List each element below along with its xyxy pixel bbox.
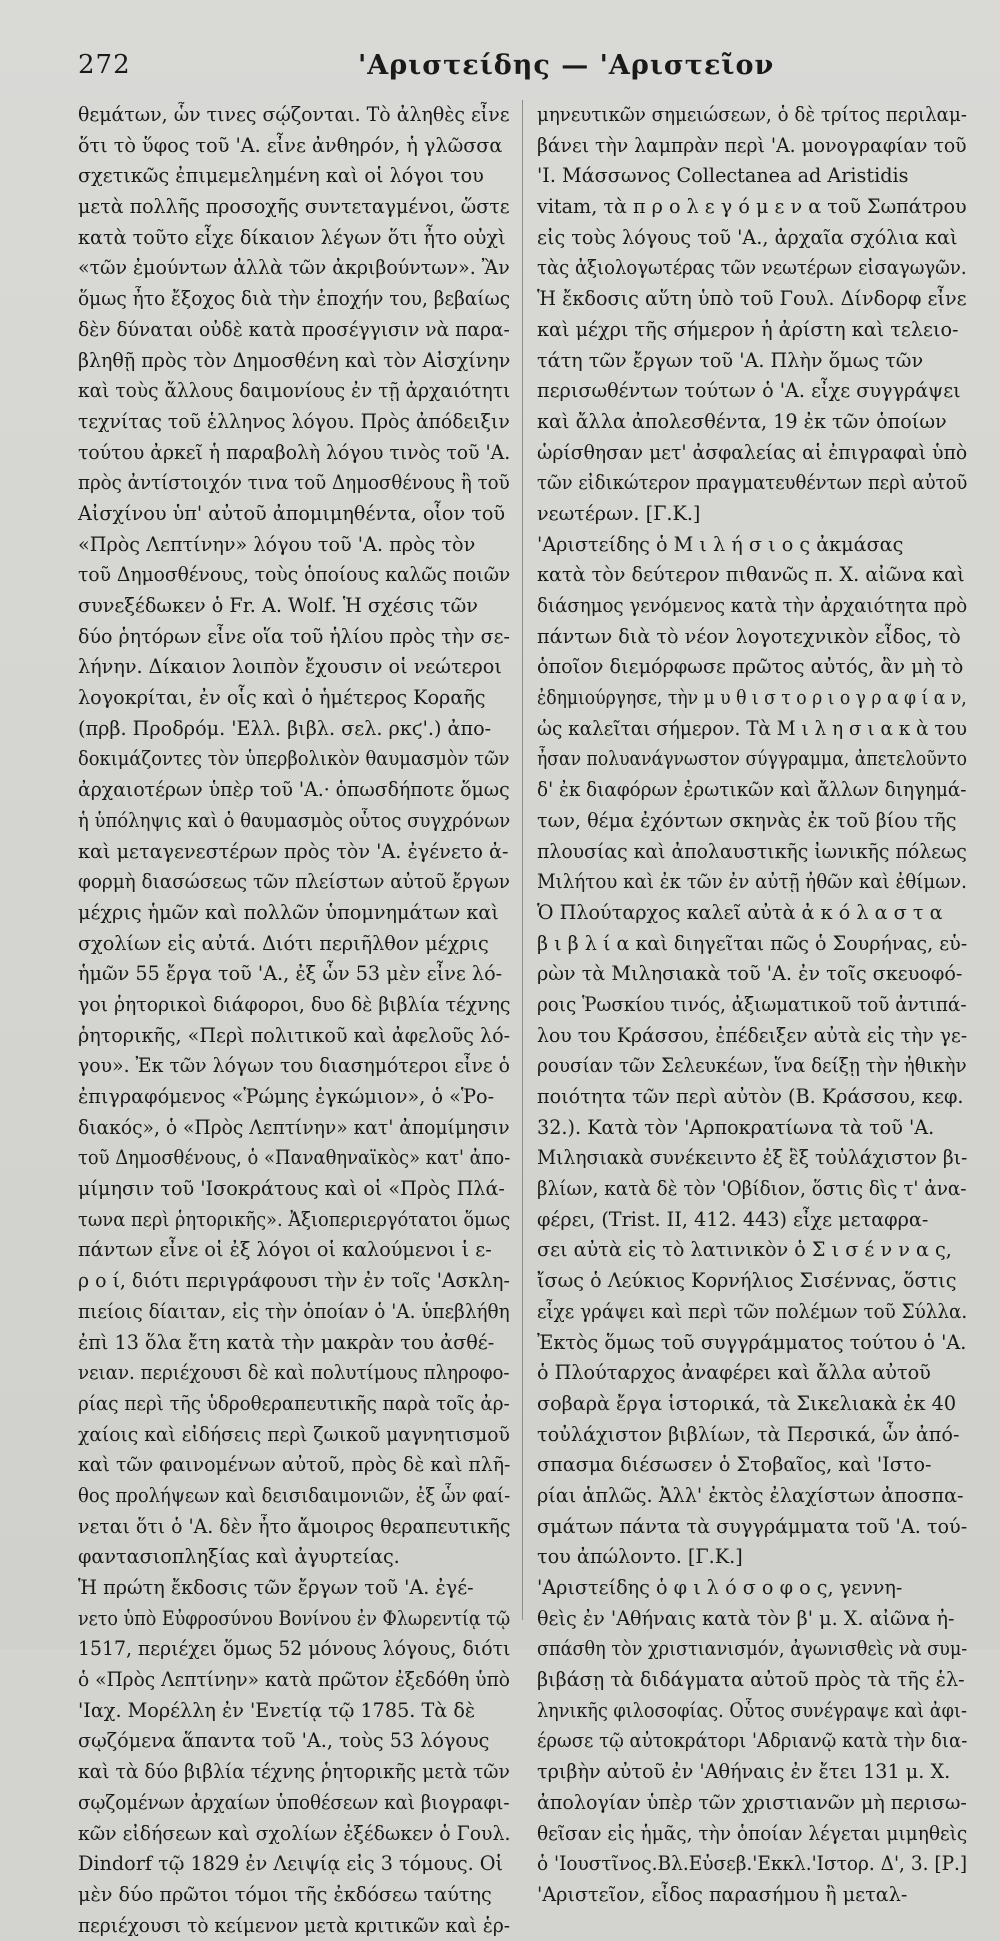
- text-line: ρίαι ἁπλῶς. Ἀλλ' ἐκτὸς ἐλαχίστων ἀποσπα-: [537, 1483, 964, 1507]
- text-line: καὶ μέχρι τῆς σήμερον ἡ ἀρίστη καὶ τελειο-: [537, 317, 959, 341]
- text-line: πάντων εἶνε οἱ ἐξ λόγοι οἱ καλούμενοι ἱ ε-: [78, 1238, 492, 1262]
- text-line: ἦσαν πολυανάγνωστον σύγγραμμα, ἀπετελοῦντο: [537, 747, 967, 771]
- text-line: ἀρχαιοτέρων ὑπὲρ τοῦ 'Α.· ὁπωσδήποτε ὅμως: [78, 778, 510, 802]
- text-line: vitam, τὰ π ρ ο λ ε γ ό μ ε ν α τοῦ Σωπάτρου: [537, 195, 967, 219]
- text-line: 'Αριστείδης ὁ φ ι λ ό σ ο φ ο ς, γεννη-: [537, 1576, 903, 1599]
- text-line: 'Αριστείδης ὁ Μ ι λ ή σ ι ο ς ἀκμάσας: [537, 532, 904, 556]
- text-line: μετὰ πολλῆς προσοχῆς συντεταγμένοι, ὥστε: [78, 195, 510, 219]
- text-line: νεωτέρων. [Γ.Κ.]: [537, 501, 701, 525]
- text-line: τούτου ἀρκεῖ ἡ παραβολὴ λόγου τινὸς τοῦ 'Α.: [78, 440, 511, 464]
- text-line: σῳζόμενα ἅπαντα τοῦ 'Α., τοὺς 53 λόγους: [78, 1729, 490, 1753]
- text-line: Μιλησιακὰ συνέκειντο ἐξ ἓξ τοὐλάχιστον βι-: [537, 1146, 968, 1170]
- text-line: θεῖσαν εἰς ἡμᾶς, τὴν ὁποίαν λέγεται μιμηθεὶς: [537, 1821, 968, 1845]
- text-line: βάνει τὴν λαμπρὰν περὶ 'Α. μονογραφίαν τοῦ: [537, 133, 967, 157]
- text-line: φέρει, (Trist. II, 412. 443) εἶχε μεταφρα-: [537, 1207, 929, 1231]
- text-line: σμάτων πάντα τὰ συγγράμματα τοῦ 'Α. τού-: [537, 1514, 968, 1538]
- text-line: πλουσίας καὶ ἀπολαυστικῆς ἰωνικῆς πόλεως: [537, 839, 967, 863]
- text-line: μηνευτικῶν σημειώσεων, ὁ δὲ τρίτος περιλαμ-: [537, 103, 967, 126]
- text-line: νετο ὑπὸ Εὐφροσύνου Βονίνου ἐν Φλωρεντίᾳ τῷ: [78, 1606, 511, 1630]
- text-line: ὁ Πλούταρχος ἀναφέρει καὶ ἄλλα αὐτοῦ: [537, 1361, 931, 1385]
- right-column: [537, 100, 967, 1911]
- text-line: (πρβ. Προδρόμ. 'Ελλ. βιβλ. σελ. ρκϛ'.) ἀπο-: [78, 716, 492, 740]
- text-line: ὁ «Πρὸς Λεπτίνην» κατὰ πρῶτον ἐξεδόθη ὑπὸ: [78, 1668, 510, 1692]
- left-column: [78, 100, 510, 1941]
- text-line: θεμάτων, ὧν τινες σῴζονται. Τὸ ἀληθὲς εἶνε: [78, 103, 510, 126]
- text-line: 1517, περιέχει ὅμως 52 μόνους λόγους, διότι: [78, 1637, 511, 1661]
- text-line: ρὼν τὰ Μιλησιακὰ τοῦ 'Α. ἐν τοῖς σκευοφό-: [537, 962, 963, 986]
- text-line: ὅμως ἦτο ἔξοχος διὰ τὴν ἐποχήν του, βεβαίως: [78, 287, 511, 311]
- text-line: καὶ τῶν φαινομένων αὐτοῦ, πρὸς δὲ καὶ πλῆ-: [78, 1453, 511, 1477]
- text-line: Ἐκτὸς ὅμως τοῦ συγγράμματος τούτου ὁ 'Α.: [537, 1330, 967, 1354]
- text-line: κατὰ τοῦτο εἶχε δίκαιον λέγων ὅτι ἦτο οὐχὶ: [78, 225, 506, 249]
- text-line: ἡμῶν 55 ἔργα τοῦ 'Α., ἐξ ὧν 53 μὲν εἶνε λό-: [78, 962, 503, 986]
- running-head: 'Αριστείδης — 'Αριστεῖον: [358, 50, 775, 81]
- text-line: ἐπιγραφόμενος «Ῥώμης ἐγκώμιον», ὁ «Ῥο-: [78, 1085, 495, 1108]
- text-line: έρωσε τῷ αὐτοκράτορι 'Αδριανῷ κατὰ τὴν δια-: [537, 1729, 968, 1753]
- text-line: θεὶς ἐν 'Αθήναις κατὰ τὸν β' μ. Χ. αἰῶνα ἠ-: [537, 1606, 955, 1630]
- text-line: διακός», ὁ «Πρὸς Λεπτίνην» κατ' ἀπομίμησιν: [78, 1115, 510, 1139]
- text-line: ἴσως ὁ Λεύκιος Κορνήλιος Σισέννας, ὅστις: [537, 1269, 957, 1293]
- text-line: λου του Κράσσου, ἐπέδειξεν αὐτὰ εἰς τὴν γε-: [537, 1023, 968, 1047]
- text-line: καὶ τὰ δύο βιβλία τέχνης ῥητορικῆς μετὰ τῶν: [78, 1760, 510, 1784]
- text-line: λογοκρίται, ἐν οἷς καὶ ὁ ἡμέτερος Κοραῆς: [78, 686, 486, 710]
- text-line: διάσημος γενόμενος κατὰ τὴν ἀρχαιότητα πρὸ: [537, 594, 968, 617]
- text-line: τὰς ἀξιολογωτέρας τῶν νεωτέρων εἰσαγωγῶν.: [537, 256, 967, 280]
- text-line: 32.). Κατὰ τὸν 'Αρποκρατίωνα τὰ τοῦ 'Α.: [537, 1115, 935, 1139]
- text-line: Ἡ πρώτη ἔκδοσις τῶν ἔργων τοῦ 'Α. ἐγέ-: [78, 1576, 474, 1599]
- text-line: ρ ο ί, διότι περιγράφουσι τὴν ἐν τοῖς 'Ασκλη-: [78, 1269, 510, 1293]
- text-line: «τῶν ἐμούντων ἀλλὰ τῶν ἀκριβούντων». Ἂν: [78, 256, 510, 280]
- text-line: τάτη τῶν ἔργων τοῦ 'Α. Πλὴν ὅμως τῶν: [537, 348, 924, 372]
- text-line: σῳζομένων ἀρχαίων ὑποθέσεων καὶ βιογραφι-: [78, 1790, 510, 1814]
- text-line: ῥητορικῆς, «Περὶ πολιτικοῦ καὶ ἀφελοῦς λό-: [78, 1023, 511, 1047]
- text-line: σοβαρὰ ἔργα ἱστορικά, τὰ Σικελιακὰ ἐκ 40: [537, 1391, 957, 1415]
- text-line: ληνικῆς φιλοσοφίας. Οὗτος συνέγραψε καὶ ἀφι-: [537, 1698, 967, 1722]
- text-line: ἐδημιούργησε, τὴν μ υ θ ι σ τ ο ρ ι ο γ ρ α φ ί α ν,: [537, 686, 967, 710]
- text-line: ὁποῖον διεμόρφωσε πρῶτος αὐτός, ἂν μὴ τὸ: [537, 655, 964, 679]
- text-line: περισωθέντων τούτων ὁ 'Α. εἶχε συγγράψει: [537, 379, 961, 403]
- text-line: τῶν εἰδικώτερον πραγματευθέντων περὶ αὐτοῦ: [537, 471, 968, 495]
- text-line: των, θέμα ἐχόντων σκηνὰς ἐκ τοῦ βίου τῆς: [537, 808, 957, 832]
- text-line: τοῦ Δημοσθένους, τοὺς ὁποίους καλῶς ποιῶν: [78, 563, 511, 587]
- text-line: φορμὴ διασώσεως τῶν πλείστων αὐτοῦ ἔργων: [78, 870, 510, 894]
- text-line: του ἀπώλοντο. [Γ.Κ.]: [537, 1545, 743, 1569]
- text-line: μέχρις ἡμῶν καὶ πολλῶν ὑπομνημάτων καὶ: [78, 900, 499, 924]
- text-line: λήνην. Δίκαιον λοιπὸν ἔχουσιν οἱ νεώτεροι: [78, 655, 502, 679]
- text-line: Ὁ Πλούταρχος καλεῖ αὐτὰ ἀ κ ό λ α σ τ α: [537, 900, 943, 924]
- text-line: 'Ι. Μάσσωνος Collectanea ad Aristidis: [537, 164, 909, 188]
- text-line: τοῦ Δημοσθένους, ὁ «Παναθηναϊκὸς» κατ' ἀπο-: [78, 1146, 511, 1170]
- text-line: τριβὴν αὐτοῦ ἐν 'Αθήναις ἐν ἔτει 131 μ. Χ.: [537, 1760, 951, 1784]
- text-line: δὲν δύναται οὐδὲ κατὰ προσέγγισιν νὰ παρα-: [78, 317, 510, 341]
- text-line: νεται ὅτι ὁ 'Α. δὲν ἦτο ἄμοιρος θεραπευτικῆς: [78, 1514, 511, 1538]
- text-line: τοὐλάχιστον βιβλίων, τὰ Περσικά, ὧν ἀπό-: [537, 1422, 960, 1446]
- text-line: τεχνίτας τοῦ ἑλληνος λόγου. Πρὸς ἀπόδειξιν: [78, 409, 510, 433]
- text-line: γοι ῥητορικοὶ διάφοροι, δυο δὲ βιβλία τέχνης: [78, 992, 511, 1016]
- text-line: θος προλήψεων καὶ δεισιδαιμονιῶν, ἐξ ὧν φαί-: [78, 1483, 511, 1507]
- text-line: «Πρὸς Λεπτίνην» λόγου τοῦ 'Α. πρὸς τὸν: [78, 532, 476, 556]
- text-line: σχετικῶς ἐπιμεμελημένη καὶ οἱ λόγοι του: [78, 164, 484, 188]
- text-line: βλίων, κατὰ δὲ τὸν 'Οβίδιον, ὅστις δὶς τ' ἀνα-: [537, 1177, 967, 1201]
- text-line: 'Ιαχ. Μορέλλη ἐν 'Ενετίᾳ τῷ 1785. Τὰ δὲ: [78, 1698, 476, 1722]
- text-line: ποιότητα τῶν περὶ αὐτὸν (Β. Κράσσου, κεφ.: [537, 1085, 964, 1108]
- text-line: δοκιμάζοντες τὸν ὑπερβολικὸν θαυμασμὸν τῶν: [78, 747, 510, 771]
- text-line: βληθῇ πρὸς τὸν Δημοσθένη καὶ τὸν Αἰσχίνην: [78, 348, 511, 372]
- text-line: σει αὐτὰ εἰς τὸ λατινικὸν ὁ Σ ι σ έ ν ν α ς,: [537, 1238, 952, 1262]
- text-line: σπάσθη τὸν χριστιανισμόν, ἀγωνισθεὶς νὰ συμ-: [537, 1637, 968, 1661]
- text-line: μὲν δύο πρῶτοι τόμοι τῆς ἐκδόσεω ταύτης: [78, 1882, 492, 1906]
- text-line: περιέχουσι τὸ κείμενον μετὰ κριτικῶν καὶ ἑρ-: [78, 1913, 511, 1937]
- text-line: ὡς καλεῖται σήμερον. Τὰ Μ ι λ η σ ι α κ ὰ του: [537, 716, 967, 740]
- text-line: πιείοις δίαιταν, εἰς τὴν ὁποίαν ὁ 'Α. ὑπεβλήθη: [78, 1299, 510, 1323]
- text-line: ὅτι τὸ ὕφος τοῦ 'Α. εἶνε ἀνθηρόν, ἡ γλῶσσα: [78, 133, 503, 157]
- text-line: χαίοις καὶ εἰδήσεις περὶ ζωικοῦ μαγνητισμοῦ: [78, 1422, 510, 1446]
- text-line: ὁ 'Ιουστῖνος.Βλ.Εὐσεβ.'Εκκλ.'Ιστορ. Δ', 3. [Ρ.]: [537, 1852, 968, 1876]
- text-line: τωνα περὶ ῥητορικῆς». Ἀξιοπεριεργότατοι ὅμως: [78, 1207, 511, 1231]
- text-line: πρὸς ἀντίστοιχόν τινα τοῦ Δημοσθένους ἢ τοῦ: [78, 471, 510, 495]
- text-line: εἰς τοὺς λόγους τοῦ 'Α., ἀρχαῖα σχόλια καὶ: [537, 225, 958, 249]
- text-line: συνεξέδωκεν ὁ Fr. A. Wolf. Ἡ σχέσις τῶν: [78, 594, 478, 617]
- text-line: σχολίων εἰς αὐτά. Διότι περιῆλθον μέχρις: [78, 931, 489, 955]
- text-line: 'Αριστεῖον, εἶδος παρασήμου ἢ μεταλ-: [537, 1882, 908, 1906]
- text-line: Μιλήτου καὶ ἐκ τῶν ἐν αὐτῇ ἠθῶν καὶ ἐθίμων.: [537, 870, 967, 894]
- page-number: 272: [78, 50, 131, 80]
- text-line: ρουσίαν τῶν Σελευκέων, ἵνα δείξῃ τὴν ἠθικὴν: [537, 1054, 967, 1078]
- text-line: δ' ἐκ διαφόρων ἐρωτικῶν καὶ ἄλλων διηγημά-: [537, 778, 967, 802]
- text-line: ἀπολογίαν ὑπὲρ τῶν χριστιανῶν μὴ περισω-: [537, 1790, 967, 1814]
- text-line: Ἡ ἔκδοσις αὕτη ὑπὸ τοῦ Γουλ. Δίνδορφ εἶνε: [537, 287, 967, 311]
- text-line: γου». Ἐκ τῶν λόγων του διασημότεροι εἶνε ὁ: [78, 1054, 511, 1078]
- text-line: εἶχε γράψει καὶ περὶ τῶν πολέμων τοῦ Σύλλα.: [537, 1299, 968, 1323]
- text-line: ροις Ῥωσκίου τινός, ἀξιωματικοῦ τοῦ ἀντιπά-: [537, 992, 967, 1016]
- text-line: Dindorf τῷ 1829 ἐν Λειψίᾳ εἰς 3 τόμους. Οἱ: [78, 1852, 504, 1876]
- text-line: βιβάσῃ τὰ διδάγματα αὐτοῦ πρὸς τὰ τῆς ἑλ-: [537, 1668, 965, 1692]
- text-line: νειαν. περιέχουσι δὲ καὶ πολυτίμους πληροφο-: [78, 1361, 510, 1385]
- text-line: ἐπὶ 13 ὅλα ἔτη κατὰ τὴν μακρὰν του ἀσθέ-: [78, 1330, 495, 1354]
- text-line: καὶ ἄλλα ἀπολεσθέντα, 19 ἐκ τῶν ὁποίων: [537, 409, 947, 433]
- text-line: ὡρίσθησαν μετ' ἀσφαλείας αἱ ἐπιγραφαὶ ὑπὸ: [537, 440, 968, 464]
- text-line: ἡ ὑπόληψις καὶ ὁ θαυμασμὸς οὗτος συγχρόνων: [78, 808, 511, 832]
- text-line: κῶν εἰδήσεων καὶ σχολίων ἐξέδωκεν ὁ Γουλ.: [78, 1821, 511, 1845]
- text-line: Αἰσχίνου ὑπ' αὐτοῦ ἀπομιμηθέντα, οἷον τοῦ: [78, 501, 506, 525]
- text-line: καὶ μεταγενεστέρων πρὸς τὸν 'Α. ἐγένετο ἀ-: [78, 839, 509, 863]
- text-line: φαντασιοπληξίας καὶ ἀγυρτείας.: [78, 1545, 400, 1569]
- text-line: β ι β λ ί α καὶ διηγεῖται πῶς ὁ Σουρήνας, εὑ-: [537, 931, 968, 955]
- text-line: καὶ τοὺς ἄλλους δαιμονίους ἐν τῇ ἀρχαιότητι: [78, 379, 511, 403]
- page-header: [78, 44, 960, 84]
- text-line: μίμησιν τοῦ 'Ισοκράτους καὶ οἱ «Πρὸς Πλά-: [78, 1177, 505, 1201]
- column-divider: [522, 100, 523, 1620]
- text-line: δύο ῥητόρων εἶνε οἵα τοῦ ἡλίου πρὸς τὴν σε-: [78, 624, 510, 648]
- text-line: σπασμα διέσωσεν ὁ Στοβαῖος, καὶ 'Ιστο-: [537, 1453, 932, 1477]
- text-line: πάντων διὰ τὸ νέον λογοτεχνικὸν εἶδος, τὸ: [537, 624, 961, 648]
- text-line: ρίας περὶ τῆς ὑδροθεραπευτικῆς παρὰ τοῖς ἀρ-: [78, 1391, 510, 1415]
- text-line: κατὰ τὸν δεύτερον πιθανῶς π. Χ. αἰῶνα καὶ: [537, 563, 965, 587]
